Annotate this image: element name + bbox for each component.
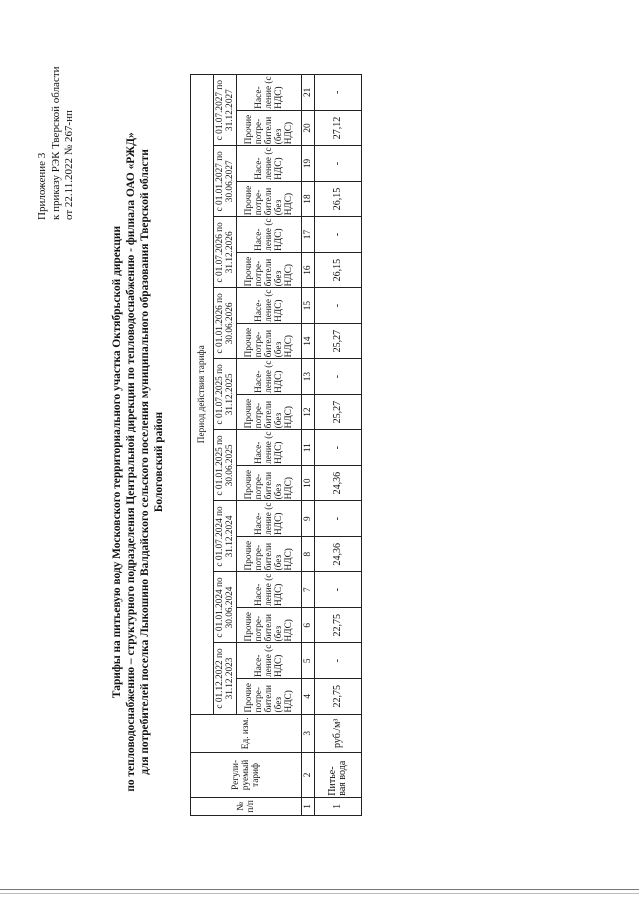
- column-number: 2: [302, 753, 315, 798]
- order-date: от 22.11.2022 № 267-нп: [63, 110, 75, 220]
- column-number: 18: [302, 181, 315, 217]
- title-line-2: по тепловодоснабжению – структурного подразделения Центральной дирекции по тепловодоснабжению - филиала ОАО «РЖД»: [125, 132, 137, 792]
- column-number: 13: [302, 359, 315, 395]
- column-number: 4: [302, 679, 315, 715]
- column-number: 20: [302, 110, 315, 146]
- column-number: 5: [302, 643, 315, 679]
- subheader-other: Прочие потре-бители (без НДС): [237, 181, 302, 217]
- tariff-value: 25,27: [315, 323, 362, 359]
- tariff-value: 24,36: [315, 536, 362, 572]
- col-header-unit: Ед. изм.: [191, 714, 302, 753]
- subheader-other: Прочие потре-бители (без НДС): [237, 607, 302, 643]
- tariff-value: -: [315, 643, 362, 679]
- column-number: 16: [302, 252, 315, 288]
- tariff-value: -: [315, 146, 362, 182]
- column-number: 1: [302, 797, 315, 815]
- column-number: 17: [302, 217, 315, 253]
- period-header: с 01.01.2026 по 30.06.2026: [214, 288, 237, 359]
- column-number: 11: [302, 430, 315, 466]
- period-group-header: Период действия тарифа: [191, 75, 214, 715]
- appendix-header: [36, 30, 77, 220]
- column-number: 8: [302, 536, 315, 572]
- title-line-1: Тарифы на питьевую воду Московского территориального участка Октябрьской дирекции: [111, 225, 123, 699]
- subheader-population: Насе-ление (с НДС): [237, 288, 302, 324]
- tariff-value: -: [315, 501, 362, 537]
- column-number: 15: [302, 288, 315, 324]
- column-number: 19: [302, 146, 315, 182]
- subheader-other: Прочие потре-бители (без НДС): [237, 110, 302, 146]
- scan-edge-line: [0, 893, 639, 894]
- col-header-tariff: Регули-руемый тариф: [191, 753, 302, 798]
- tariff-value: 24,36: [315, 465, 362, 501]
- period-header: с 01.07.2026 по 31.12.2026: [214, 217, 237, 288]
- subheader-other: Прочие потре-бители (без НДС): [237, 252, 302, 288]
- scan-edge-line: [0, 889, 639, 890]
- subheader-population: Насе-ление (с НДС): [237, 501, 302, 537]
- period-header: с 01.12.2022 по 31.12.2023: [214, 643, 237, 714]
- column-number: 3: [302, 714, 315, 753]
- column-number: 10: [302, 465, 315, 501]
- subheader-other: Прочие потре-бители (без НДС): [237, 465, 302, 501]
- column-number: 9: [302, 501, 315, 537]
- subheader-population: Насе-ление (с НДС): [237, 643, 302, 679]
- tariff-value: -: [315, 359, 362, 395]
- tariff-value: 27,12: [315, 110, 362, 146]
- tariff-value: 22,75: [315, 679, 362, 715]
- row-tariff-name: Питье-вая вода: [315, 753, 362, 798]
- document-title: [110, 112, 166, 812]
- column-number-row: [302, 75, 315, 816]
- title-line-3: для потребителей поселка Лыкошино Валдайского сельского поселения муниципального образования Тверской области: [139, 149, 151, 775]
- tariff-value: -: [315, 288, 362, 324]
- subheader-population: Насе-ление (с НДС): [237, 430, 302, 466]
- tariff-value: -: [315, 430, 362, 466]
- column-number: 12: [302, 394, 315, 430]
- row-unit: руб./м³: [315, 714, 362, 753]
- period-header: с 01.07.2025 по 31.12.2025: [214, 359, 237, 430]
- subheader-other: Прочие потре-бители (без НДС): [237, 394, 302, 430]
- subheader-other: Прочие потре-бители (без НДС): [237, 679, 302, 715]
- column-number: 6: [302, 607, 315, 643]
- order-reference: к приказу РЭК Тверской области: [49, 66, 62, 220]
- tariff-value: -: [315, 75, 362, 111]
- tariff-value: 26,15: [315, 252, 362, 288]
- tariff-table: [190, 74, 362, 816]
- appendix-number: Приложение 3: [36, 152, 48, 220]
- column-number: 21: [302, 75, 315, 111]
- tariff-value: 26,15: [315, 181, 362, 217]
- col-header-no: № п/п: [191, 797, 302, 815]
- column-number: 7: [302, 572, 315, 608]
- period-header: с 01.01.2025 по 30.06.2025: [214, 430, 237, 501]
- period-header: с 01.07.2024 по 31.12.2024: [214, 501, 237, 572]
- column-number: 14: [302, 323, 315, 359]
- subheader-population: Насе-ление (с НДС): [237, 146, 302, 182]
- subheader-other: Прочие потре-бители (без НДС): [237, 323, 302, 359]
- tariff-value: 25,27: [315, 394, 362, 430]
- period-header: с 01.01.2024 по 30.06.2024: [214, 572, 237, 643]
- subheader-other: Прочие потре-бители (без НДС): [237, 536, 302, 572]
- title-line-4: Бологовский район: [153, 411, 165, 513]
- row-number: 1: [315, 797, 362, 815]
- subheader-population: Насе-ление (с НДС): [237, 75, 302, 111]
- subheader-population: Насе-ление (с НДС): [237, 217, 302, 253]
- tariff-value: -: [315, 217, 362, 253]
- tariff-value: -: [315, 572, 362, 608]
- period-header: с 01.01.2027 по 30.06.2027: [214, 146, 237, 217]
- period-header: с 01.07.2027 по 31.12.2027: [214, 75, 237, 146]
- subheader-population: Насе-ление (с НДС): [237, 359, 302, 395]
- table-row: [315, 75, 362, 816]
- tariff-value: 22,75: [315, 607, 362, 643]
- subheader-population: Насе-ление (с НДС): [237, 572, 302, 608]
